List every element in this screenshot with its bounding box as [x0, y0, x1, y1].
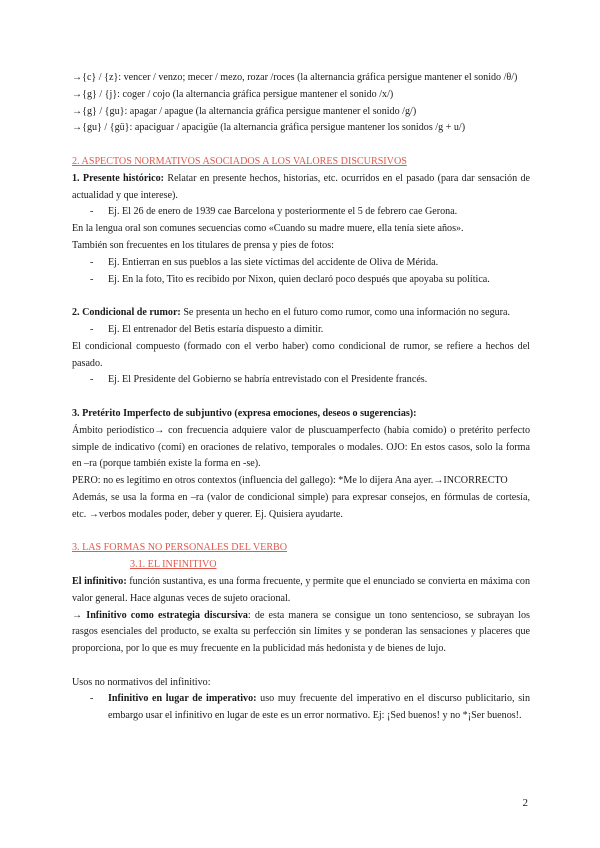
- preterito-imperfecto-title: 3. Pretérito Imperfecto de subjuntivo (expresa emociones, deseos o sugerencias):: [72, 407, 417, 419]
- presente-historico-title: 1. Presente histórico:: [72, 172, 164, 184]
- ademas-paragraph: Además, se usa la forma en –ra (valor de condicional simple) para expresar consejos, en fórmulas de cortesía, etc. →verbos modales poder, deber y querer. Ej. Quisiera ayudarte.: [72, 491, 530, 520]
- document-body: [72, 70, 530, 725]
- orthography-line-g-gu: →{g} / {gu}: apagar / apague (la alternancia gráfica persigue mantener el sonido /g/): [72, 105, 417, 117]
- example-tito: Ej. En la foto, Tito es recibido por Nixon, quien declaró poco después que apoyaba su política.: [108, 273, 490, 285]
- infinitivo-paragraph: El infinitivo: función sustantiva, es una forma frecuente, y permite que el enunciado se convierta en máxima con valor general. Hace algunas veces de sujeto oracional.: [72, 575, 530, 604]
- page-number: 2: [522, 797, 528, 809]
- list-item: - Ej. El Presidente del Gobierno se habría entrevistado con el Presidente francés.: [72, 372, 530, 389]
- presente-historico-text: Relatar en presente hechos, historias, etc. ocurridos en el pasado (para dar sensación de actualidad y que interese).: [72, 172, 530, 201]
- orthography-line-c-z: →{c} / {z}: vencer / venzo; mecer / mezo, rozar /roces (la alternancia gráfica persigue mantener el sonido /θ/): [72, 72, 518, 83]
- arrow-icon: →: [72, 609, 87, 621]
- infinitivo-imperativo-title: Infinitivo en lugar de imperativo:: [108, 693, 257, 705]
- condicional-rumor-paragraph: [72, 305, 530, 322]
- infinitivo-imperativo-item: Infinitivo en lugar de imperativo: uso muy frecuente del imperativo en el discurso publicitario, sin embargo usar el infinitivo en lugar de este es un error normativo. Ej: ¡Sed buenos! y no *¡Ser buenos!.: [108, 693, 530, 722]
- example-presidente: Ej. El Presidente del Gobierno se habría entrevistado con el Presidente francés.: [108, 374, 428, 386]
- ambito-periodistico-paragraph: Ámbito periodístico→ con frecuencia adquiere valor de pluscuamperfecto (había comido) o pretérito perfecto simple de indicativo (comí) en oraciones de relativo, temporales o modales. OJO: En estos casos, solo la forma en –ra (porque también existe la forma en -se).: [72, 424, 530, 470]
- list-item: - Infinitivo en lugar de imperativo: uso muy frecuente del imperativo en el discurso publicitario, sin embargo usar el infinitivo en lugar de este es un error normativo. Ej: ¡Sed buenos! y no *¡Ser buenos!.: [72, 691, 530, 725]
- list-item: - Ej. En la foto, Tito es recibido por Nixon, quien declaró poco después que apoyaba su política.: [72, 272, 530, 289]
- example-betis: Ej. El entrenador del Betis estaría dispuesto a dimitir.: [108, 323, 324, 335]
- orthography-line-g-j: →{g} / {j}: coger / cojo (la alternancia gráfica persigue mantener el sonido /x/): [72, 88, 394, 100]
- list-item: - Ej. El entrenador del Betis estaría dispuesto a dimitir.: [72, 322, 530, 339]
- oral-language-paragraph: En la lengua oral son comunes secuencias como «Cuando su madre muere, ella tenía siete años».: [72, 223, 464, 235]
- condicional-compuesto-paragraph: El condicional compuesto (formado con el verbo haber) como condicional de rumor, se refiere a hechos del pasado.: [72, 340, 530, 369]
- infinitivo-title: El infinitivo:: [72, 575, 127, 587]
- press-paragraph: También son frecuentes en los titulares de prensa y pies de fotos:: [72, 239, 334, 251]
- example-barcelona: Ej. El 26 de enero de 1939 cae Barcelona y posteriormente el 5 de febrero cae Gerona.: [108, 206, 458, 218]
- condicional-rumor-text: Se presenta un hecho en el futuro como rumor, como una información no segura.: [180, 307, 511, 319]
- orthography-line-gu-gu-dieresis: →{gu} / {gü}: apaciguar / apacigüe (la alternancia gráfica persigue mantener los sonidos /g + u/): [72, 122, 466, 134]
- condicional-rumor-title: 2. Condicional de rumor:: [72, 307, 181, 319]
- list-item: - Ej. Entierran en sus pueblos a las siete víctimas del accidente de Oliva de Mérida.: [72, 255, 530, 272]
- estrategia-discursiva-paragraph: → Infinitivo como estrategia discursiva: de esta manera se consigue un tono sentencioso, se subrayan los rasgos esenciales del producto, se exalta su perfección sin límites y se ponderan las sensaciones y placeres que proporciona, por lo que es muy frecuente en la publicidad más hedonista y de bienes de lujo.: [72, 609, 530, 655]
- list-item: - Ej. El 26 de enero de 1939 cae Barcelona y posteriormente el 5 de febrero cae Gerona.: [72, 204, 530, 221]
- presente-historico-paragraph: [72, 171, 530, 205]
- section-3-heading: 3. LAS FORMAS NO PERSONALES DEL VERBO: [72, 542, 288, 554]
- usos-no-normativos: Usos no normativos del infinitivo:: [72, 676, 211, 688]
- section-2-heading: 2. ASPECTOS NORMATIVOS ASOCIADOS A LOS VALORES DISCURSIVOS: [72, 155, 407, 167]
- pero-paragraph: PERO: no es legítimo en otros contextos (influencia del gallego): *Me lo dijera Ana ayer.→INCORRECTO: [72, 475, 508, 487]
- section-3-1-heading: 3.1. EL INFINITIVO: [130, 559, 217, 571]
- example-oliva: Ej. Entierran en sus pueblos a las siete víctimas del accidente de Oliva de Mérida.: [108, 256, 439, 268]
- estrategia-discursiva-title: Infinitivo como estrategia discursiva: [86, 609, 248, 621]
